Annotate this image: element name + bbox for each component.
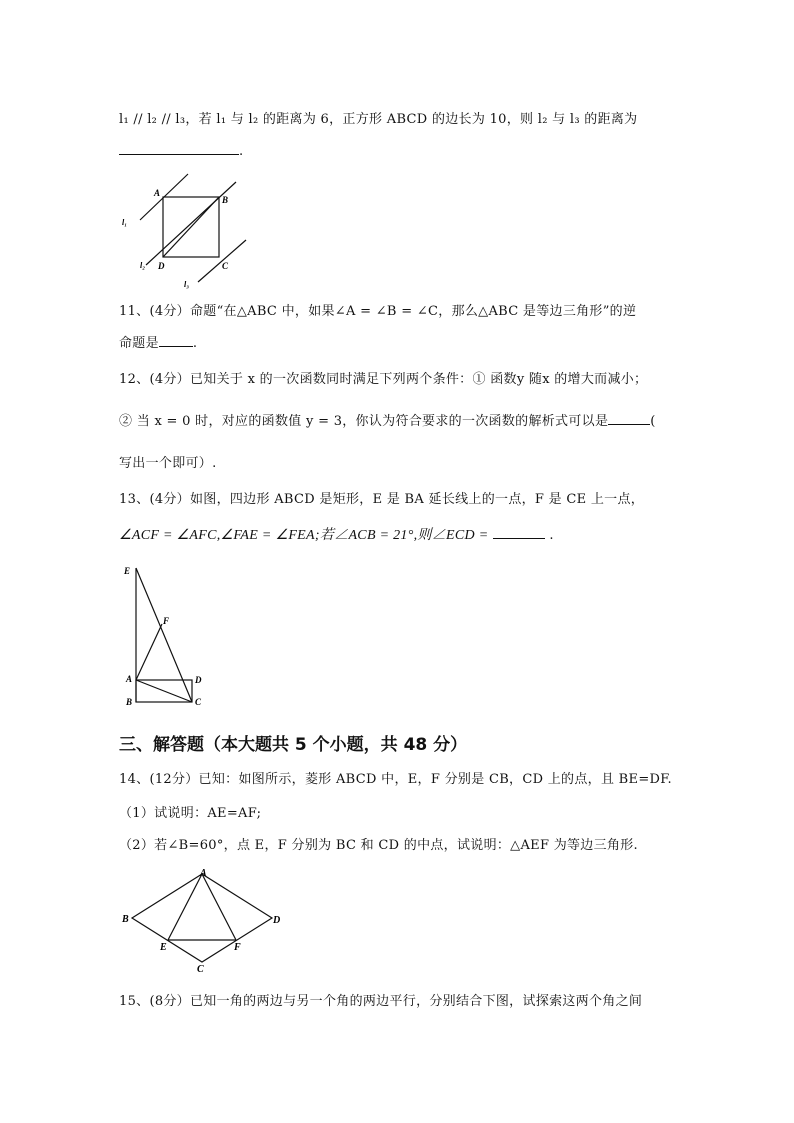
q10-text-line1: l₁ // l₂ // l₃，若 l₁ 与 l₂ 的距离为 6，正方形 ABCD 的边长为 10，则 l₂ 与 l₃ 的距离为: [119, 112, 638, 127]
q13-text-line2: [119, 524, 554, 544]
q14-text-line1: 14、(12分）已知：如图所示，菱形 ABCD 中，E，F 分别是 CB，CD 上的点，且 BE=DF.: [119, 772, 672, 787]
label-f: F: [163, 616, 170, 626]
q13-figure-rectangle: [120, 562, 210, 708]
label-l1: l₁: [122, 218, 128, 227]
q14-figure-rhombus: [118, 866, 298, 974]
q10-end-period: .: [239, 144, 244, 159]
q13-end-period: .: [549, 528, 554, 543]
label-c: C: [222, 261, 229, 271]
label-a: A: [200, 868, 207, 879]
q12-line2-text: ② 当 x = 0 时，对应的函数值 y = 3，你认为符合要求的一次函数的解析式可以是: [119, 414, 609, 429]
q12-text-line1: 12、(4分）已知关于 x 的一次函数同时满足下列两个条件：① 函数y 随x 的增大而减小；: [119, 372, 648, 387]
q13-answer-blank[interactable]: [493, 528, 545, 539]
q14-text-line3: （2）若∠B=60°，点 E，F 分别为 BC 和 CD 的中点，试说明：△AEF 为等边三角形.: [119, 838, 638, 853]
label-l2: l₂: [140, 261, 146, 270]
label-e: E: [160, 942, 167, 953]
q14-text-line2: （1）试说明：AE=AF;: [119, 806, 262, 821]
line-ec: [136, 568, 192, 702]
line-ae: [168, 874, 202, 940]
label-d: D: [273, 915, 281, 926]
q13-line2-text: ∠ACF = ∠AFC,∠FAE = ∠FEA;若∠ACB = 21°,则∠ECD =: [119, 528, 489, 543]
label-d: D: [158, 261, 165, 271]
label-l3: l₃: [184, 280, 190, 289]
line-af: [136, 624, 162, 680]
label-e: E: [124, 566, 131, 576]
label-f: F: [234, 942, 241, 953]
label-a: A: [154, 188, 161, 198]
label-d: D: [195, 675, 202, 685]
q11-text-line2: [119, 332, 197, 351]
q10-answer-line: [119, 144, 243, 159]
q11-label: 命题是: [119, 336, 159, 351]
q15-text-line1: 15、(8分）已知一角的两边与另一个角的两边平行，分别结合下图，试探索这两个角之间: [119, 994, 643, 1009]
label-a: A: [126, 674, 133, 684]
rhombus-abcd: [132, 874, 272, 962]
q13-text-line1: 13、(4分）如图，四边形 ABCD 是矩形，E 是 BA 延长线上的一点，F 是 CE 上一点，: [119, 492, 645, 507]
section-3-heading: 三、解答题（本大题共 5 个小题，共 48 分）: [119, 735, 468, 755]
label-c: C: [195, 697, 202, 707]
q11-answer-blank[interactable]: [159, 336, 193, 347]
label-b: B: [222, 195, 229, 205]
q12-answer-blank[interactable]: [608, 414, 650, 425]
q10-figure-square-parallel-lines: [118, 170, 268, 290]
line-af: [202, 874, 236, 940]
q11-text-line1: 11、(4分）命题“在△ABC 中，如果∠A = ∠B = ∠C，那么△ABC 是等边三角形”的逆: [119, 304, 637, 319]
q11-end-period: .: [192, 336, 198, 351]
label-b: B: [122, 914, 129, 925]
q12-paren-open: (: [650, 414, 656, 429]
q12-text-line3: 写出一个即可）.: [119, 456, 217, 471]
q12-text-line2: [119, 410, 656, 429]
diagonal-db: [163, 197, 219, 257]
label-c: C: [197, 964, 204, 975]
q10-answer-blank[interactable]: [119, 144, 239, 155]
label-b: B: [126, 697, 133, 707]
